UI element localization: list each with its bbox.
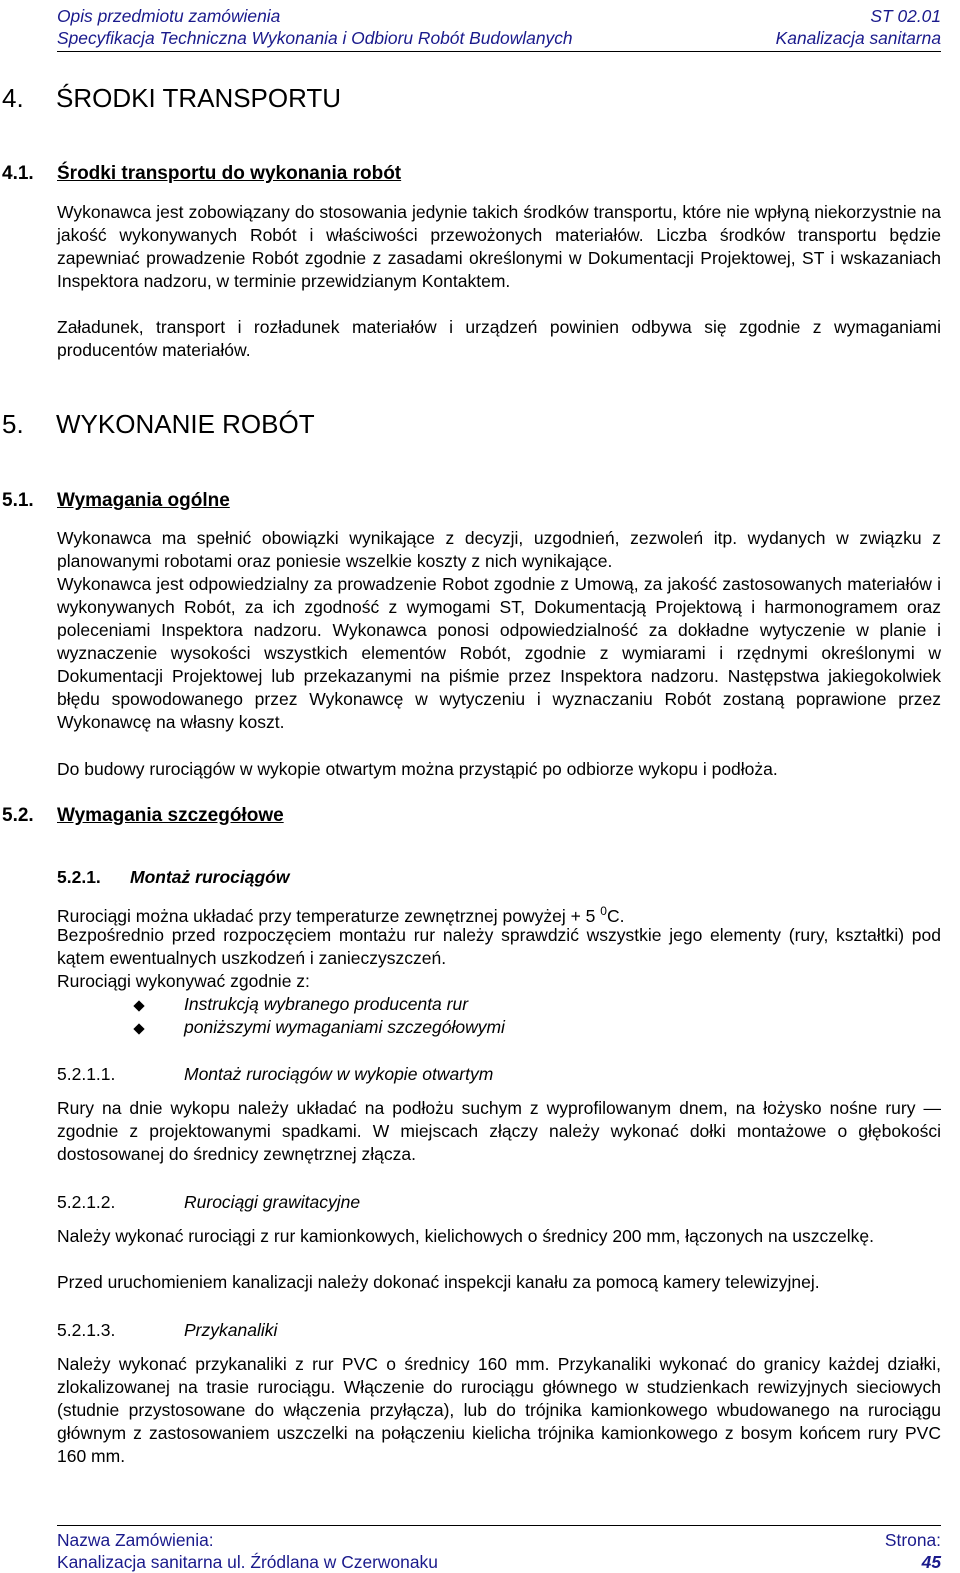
list-item-text: Instrukcją wybranego producenta rur	[184, 994, 469, 1014]
diamond-bullet-icon	[133, 1023, 144, 1034]
section-5-2-1-heading	[57, 865, 289, 889]
section-5-1-heading	[2, 489, 230, 513]
paragraph: Wykonawca ma spełnić obowiązki wynikające z decyzji, uzgodnień, zezwoleń itp. wydanych w związku z planowanymi robotami oraz poniesie wszelkie koszty z nich wynikające.	[57, 528, 941, 571]
section-title: Środki transportu do wykonania robót	[57, 163, 402, 184]
paragraph: Załadunek, transport i rozładunek materiałów i urządzeń powinien odbywa się zgodnie z wymaganiami producentów materiałów.	[57, 317, 941, 360]
section-title: Wymagania ogólne	[57, 490, 230, 511]
paragraph-text: Rurociągi można układać przy temperaturze zewnętrznej powyżej + 5	[57, 905, 596, 926]
section-title: ŚRODKI TRANSPORTU	[56, 83, 342, 113]
list-item	[57, 993, 941, 1016]
section-title: Przykanaliki	[184, 1320, 278, 1340]
footer-order-label: Nazwa Zamówienia:	[57, 1530, 214, 1550]
section-title: Rurociągi grawitacyjne	[184, 1192, 361, 1212]
footer-page-label: Strona:	[884, 1530, 941, 1550]
section-title: Montaż rurociągów	[130, 867, 290, 887]
paragraph: Należy wykonać rurociągi z rur kamionkowych, kielichowych o średnicy 200 mm, łączonych na uszczelkę.	[57, 1226, 874, 1246]
footer-divider	[57, 1525, 941, 1526]
section-5-2-1-2-heading	[57, 1190, 360, 1214]
list-item	[57, 1016, 941, 1039]
section-5-heading	[2, 409, 315, 439]
paragraph-text: C.	[606, 905, 625, 926]
paragraph: Wykonawca jest zobowiązany do stosowania jedynie takich środków transportu, które nie wpłyną niekorzystnie na jakość wykonywanych Robót i właściwości przewożonych materiałów. Liczba środków transportu będzie zapewniać prowadzenie Robót zgodnie z zasadami określonymi w Dokumentacji Projektowej, ST i wskazaniach Inspektora nadzoru, w terminie przewidzianym Kontaktem.	[57, 202, 941, 291]
section-number: 5.1.	[2, 490, 34, 511]
section-number: 5.2.1.1.	[57, 1064, 116, 1084]
section-5-2-heading	[2, 804, 284, 828]
paragraph: Do budowy rurociągów w wykopie otwartym można przystąpić po odbiorze wykopu i podłoża.	[57, 759, 778, 779]
header-divider	[57, 51, 941, 52]
paragraph: Należy wykonać przykanaliki z rur PVC o średnicy 160 mm. Przykanaliki wykonać do granicy każdej działki, zlokalizowanej na trasie rurociągu. Włączenie do rurociągu głównego w studzienkach rewizyjnych sieciowych (studnie przystosowane do włączenia przyłącza), lub do trójnika kamionkowego wbudowanego na rurociągu głównym z zastosowaniem uszczelki na połączeniu kielicha trójnika kamionkowego z bosym końcem rury PVC 160 mm.	[57, 1354, 941, 1466]
paragraph: Rury na dnie wykopu należy układać na podłożu suchym z wyprofilowanym dnem, na łożysko nośne rury — zgodnie z projektowanymi spadkami. W miejscach złączy należy wykonać dołki montażowe o głębokości dostosowanej do średnicy zewnętrznej złącza.	[57, 1098, 941, 1164]
header-spec-code: ST 02.01	[870, 6, 941, 26]
section-number: 4.1.	[2, 163, 34, 184]
section-number: 5.2.	[2, 805, 34, 826]
section-4-1-heading	[2, 162, 401, 186]
section-number: 5.	[2, 409, 24, 439]
page-header	[57, 5, 941, 52]
section-number: 5.2.1.3.	[57, 1320, 116, 1340]
paragraph: Przed uruchomieniem kanalizacji należy dokonać inspekcji kanału za pomocą kamery telewizyjnej.	[57, 1272, 820, 1292]
superscript-degree: 0	[600, 904, 607, 918]
section-number: 5.2.1.	[57, 867, 101, 887]
list-item-text: poniższymi wymaganiami szczegółowymi	[184, 1017, 505, 1037]
section-title: Wymagania szczegółowe	[57, 805, 284, 826]
paragraph: Bezpośrednio przed rozpoczęciem montażu rur należy sprawdzić wszystkie jego elementy (rury, kształtki) pod kątem ewentualnych uszkodzeń i zanieczyszczeń.	[57, 925, 941, 968]
section-5-2-1-3-heading	[57, 1318, 277, 1342]
section-title: Montaż rurociągów w wykopie otwartym	[184, 1064, 494, 1084]
page-footer	[57, 1525, 941, 1573]
section-title: WYKONANIE ROBÓT	[56, 409, 315, 439]
header-doc-type: Opis przedmiotu zamówienia	[57, 6, 281, 26]
header-section-name: Kanalizacja sanitarna	[775, 28, 941, 48]
section-number: 4.	[2, 83, 24, 113]
footer-page-number: 45	[921, 1552, 941, 1572]
footer-order-name: Kanalizacja sanitarna ul. Źródlana w Czerwonaku	[57, 1552, 438, 1572]
header-spec-title: Specyfikacja Techniczna Wykonania i Odbioru Robót Budowlanych	[57, 28, 573, 48]
section-number: 5.2.1.2.	[57, 1192, 116, 1212]
section-4-heading	[2, 83, 341, 113]
paragraph: Wykonawca jest odpowiedzialny za prowadzenie Robot zgodnie z Umową, za jakość zastosowanych materiałów i wykonywanych Robót, za ich zgodność z wymogami ST, Dokumentacją Projektową i harmonogramem oraz poleceniami Inspektora nadzoru. Wykonawca ponosi odpowiedzialność za dokładne wytyczenie w planie i wyznaczenie wysokości wszystkich elementów Robót, zgodnie z wymiarami i rzędnymi określonymi w Dokumentacji Projektowej lub przekazanymi na piśmie przez Inspektora nadzoru. Następstwa jakiegokolwiek błędu spowodowanego przez Wykonawcę w wytyczeniu i wyznaczaniu Robót zostaną poprawione przez Wykonawcę na własny koszt.	[57, 574, 941, 732]
bullet-list	[57, 993, 941, 1039]
diamond-bullet-icon	[133, 1000, 144, 1011]
section-5-2-1-1-heading	[57, 1062, 493, 1086]
paragraph: Rurociągi wykonywać zgodnie z:	[57, 971, 310, 991]
